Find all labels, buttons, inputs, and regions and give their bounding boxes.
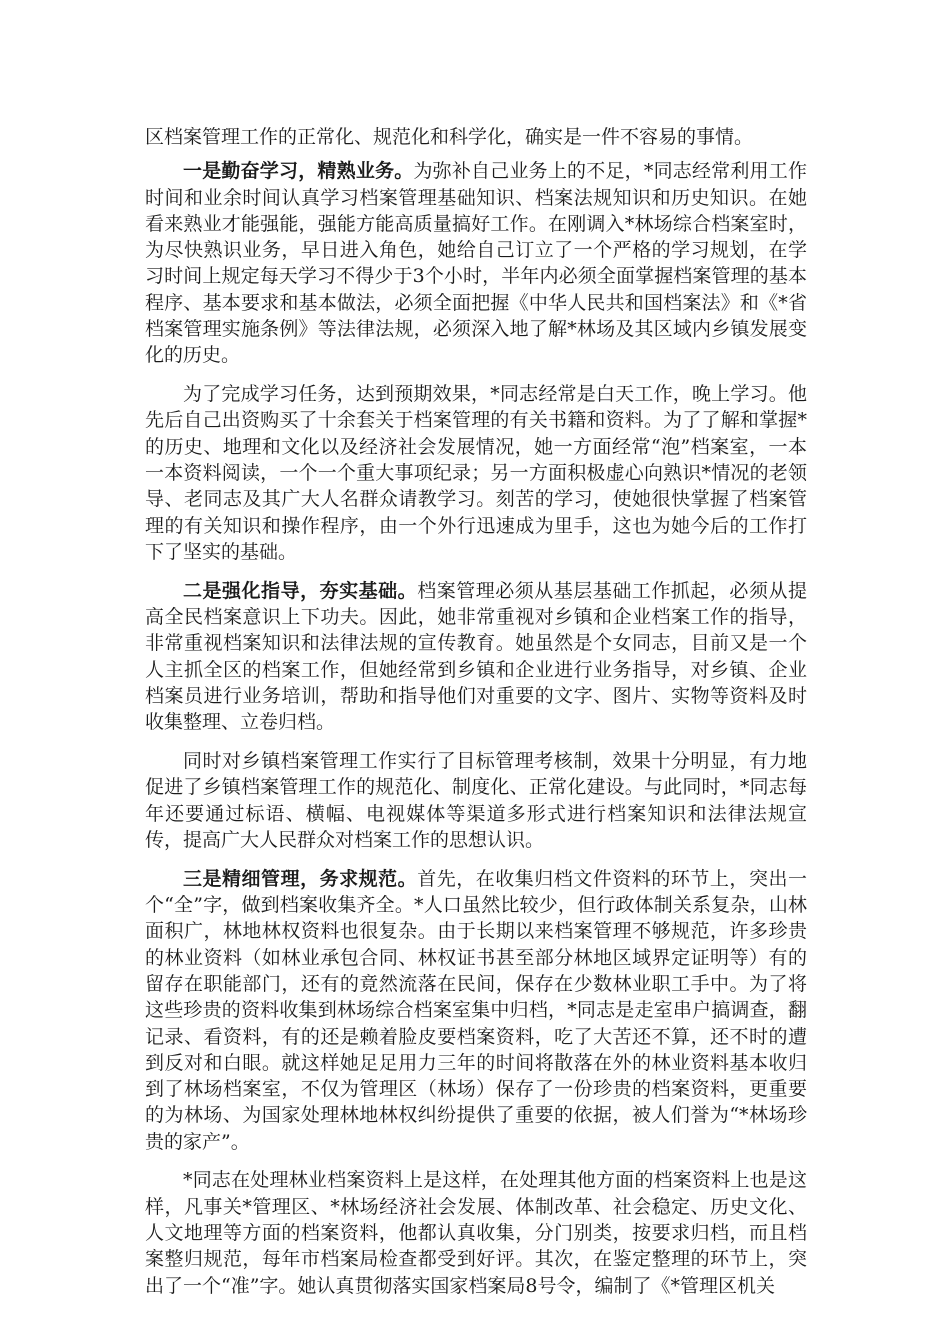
paragraph-1 bbox=[145, 158, 807, 368]
paragraph-6-text: *同志在处理林业档案资料上是这样，在处理其他方面的档案资料上也是这样，凡事关*管理区、*林场经济社会发展、体制改革、社会稳定、历史文化、人文地理等方面的档案资料，他都认真收集，分门别类，按要求归档，而且档案整归规范，每年市档案局检查都受到好评。其次，在鉴定整理的环节上，突出了一个“准”字。她认真贯彻落实国家档案局8号令，编制了《*管理区机关 bbox=[145, 1169, 807, 1297]
paragraph-5-heading: 三是精细管理，务求规范。 bbox=[183, 867, 418, 890]
paragraph-2 bbox=[145, 381, 807, 565]
paragraph-5-text: 首先，在收集归档文件资料的环节上，突出一个“全”字，做到档案收集齐全。*人口虽然比较少，但行政体制关系复杂，山林面积广，林地林权资料也很复杂。由于长期以来档案管理不够规范，许多珍贵的林业资料（如林业承包合同、林权证书甚至部分林地区域界定证明等）有的留存在职能部门，还有的竟然流落在民间，保存在少数林业职工手中。为了将这些珍贵的资料收集到林场综合档案室集中归档，*同志是走室串户搞调查，翻记录、看资料，有的还是赖着脸皮要档案资料，吃了大苦还不算，还不时的遭到反对和白眼。就这样她足足用力三年的时间将散落在外的林业资料基本收归到了林场档案室，不仅为管理区（林场）保存了一份珍贵的档案资料，更重要的为林场、为国家处理林地林权纠纷提供了重要的依据，被人们誉为“*林场珍贵的家产”。 bbox=[145, 867, 807, 1153]
paragraph-1-heading: 一是勤奋学习，精熟业务。 bbox=[183, 160, 414, 183]
paragraph-5 bbox=[145, 866, 807, 1155]
paragraph-3 bbox=[145, 578, 807, 736]
document-page bbox=[145, 124, 807, 1311]
paragraph-6 bbox=[145, 1167, 807, 1298]
paragraph-3-text: 档案管理必须从基层基础工作抓起，必须从提高全民档案意识上下功夫。因此，她非常重视对乡镇和企业档案工作的指导，非常重视档案知识和法律法规的宣传教育。她虽然是个女同志，目前又是一个人主抓全区的档案工作，但她经常到乡镇和企业进行业务指导，对乡镇、企业档案员进行业务培训，帮助和指导他们对重要的文字、图片、实物等资料及时收集整理、立卷归档。 bbox=[145, 579, 807, 734]
paragraph-3-heading: 二是强化指导，夯实基础。 bbox=[183, 579, 418, 602]
paragraph-4-text: 同时对乡镇档案管理工作实行了目标管理考核制，效果十分明显，有力地促进了乡镇档案管理工作的规范化、制度化、正常化建设。与此同时，*同志每年还要通过标语、横幅、电视媒体等渠道多形式进行档案知识和法律法规宣传，提高广大人民群众对档案工作的思想认识。 bbox=[145, 750, 807, 851]
paragraph-4 bbox=[145, 748, 807, 853]
paragraph-0 bbox=[145, 124, 807, 150]
paragraph-1-text: 为弥补自己业务上的不足，*同志经常利用工作时间和业余时间认真学习档案管理基础知识、档案法规知识和历史知识。在她看来熟业才能强能，强能方能高质量搞好工作。在刚调入*林场综合档案室时，为尽快熟识业务，早日进入角色，她给自己订立了一个严格的学习规划，在学习时间上规定每天学习不得少于3个小时，半年内必须全面掌握档案管理的基本程序、基本要求和基本做法，必须全面把握《中华人民共和国档案法》和《*省档案管理实施条例》等法律法规，必须深入地了解*林场及其区域内乡镇发展变化的历史。 bbox=[145, 160, 807, 367]
paragraph-2-text: 为了完成学习任务，达到预期效果，*同志经常是白天工作，晚上学习。他先后自己出资购买了十余套关于档案管理的有关书籍和资料。为了了解和掌握*的历史、地理和文化以及经济社会发展情况，她一方面经常“泡”档案室，一本一本资料阅读，一个一个重大事项纪录；另一方面积极虚心向熟识*情况的老领导、老同志及其广大人名群众请教学习。刻苦的学习，使她很快掌握了档案管理的有关知识和操作程序，由一个外行迅速成为里手，这也为她今后的工作打下了坚实的基础。 bbox=[145, 383, 807, 563]
paragraph-0-text: 区档案管理工作的正常化、规范化和科学化，确实是一件不容易的事情。 bbox=[145, 126, 754, 148]
